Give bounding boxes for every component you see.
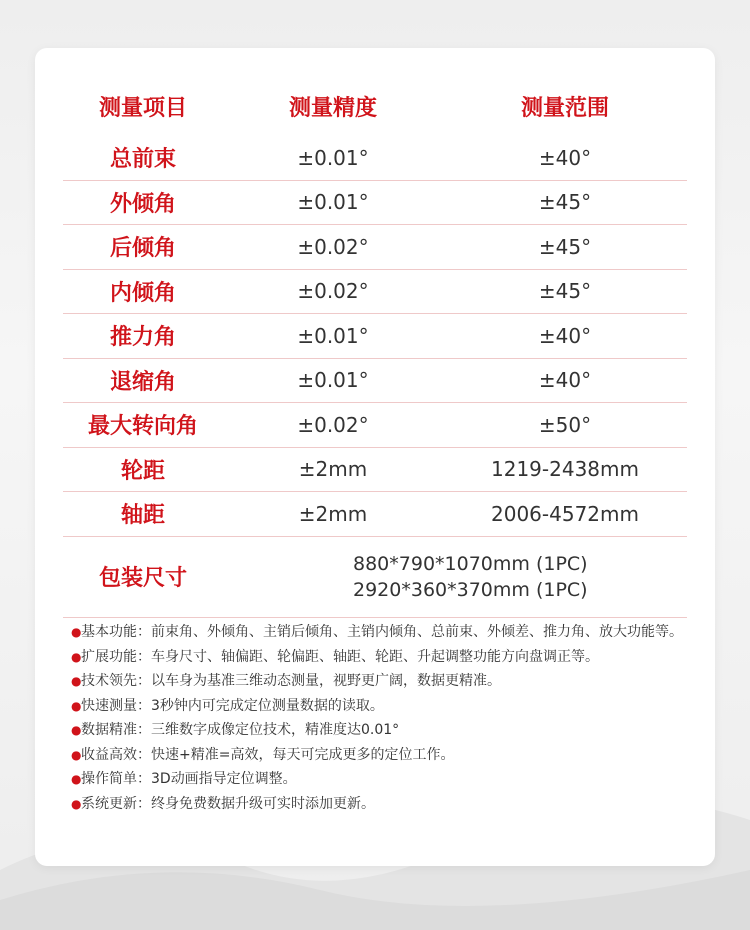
bullet-icon: ● — [71, 723, 82, 737]
row-accuracy: ±2mm — [298, 457, 368, 482]
feature-label: 系统更新： — [81, 795, 151, 812]
packaging-row — [63, 537, 687, 618]
feature-label: 技术领先： — [81, 673, 151, 689]
row-range: ±40° — [538, 368, 592, 393]
row-item: 轴距 — [120, 503, 165, 529]
packaging-value: 880*790*1070mm (1PC) — [353, 552, 588, 575]
bullet-icon: ● — [71, 625, 82, 639]
table-row — [63, 492, 687, 537]
packaging-values — [223, 551, 687, 603]
feature-text: 三维数字成像定位技术，精准度达0.01° — [151, 722, 400, 738]
spec-card — [35, 48, 715, 866]
table-row — [63, 314, 687, 359]
table-row — [63, 403, 687, 448]
bullet-icon: ● — [71, 796, 82, 811]
feature-text: 3秒钟内可完成定位测量数据的读取。 — [151, 697, 384, 714]
row-range: ±50° — [538, 412, 592, 437]
row-item: 轮距 — [120, 458, 165, 484]
header-range: 测量范围 — [520, 95, 609, 121]
feature-text: 前束角、外倾角、主销后倾角、主销内倾角、总前束、外倾差、推力角、放大功能等。 — [151, 624, 683, 640]
table-row — [63, 136, 687, 181]
list-item — [71, 718, 711, 743]
row-accuracy: ±0.02° — [297, 234, 369, 259]
packaging-value: 2920*360*370mm (1PC) — [353, 578, 588, 601]
row-range: ±45° — [538, 279, 592, 304]
row-item: 推力角 — [109, 325, 176, 351]
table-row — [63, 225, 687, 270]
spec-table — [63, 76, 687, 618]
row-item: 总前束 — [109, 147, 176, 173]
row-range: ±45° — [538, 234, 592, 259]
header-item: 测量项目 — [98, 95, 187, 121]
table-row — [63, 359, 687, 404]
list-item — [71, 620, 711, 645]
row-accuracy: ±0.01° — [297, 190, 369, 215]
feature-text: 快速+精准=高效，每天可完成更多的定位工作。 — [151, 746, 455, 763]
row-accuracy: ±0.01° — [297, 145, 369, 170]
row-item: 外倾角 — [109, 191, 176, 217]
row-accuracy: ±0.01° — [297, 323, 369, 348]
row-item: 后倾角 — [109, 236, 176, 262]
row-item: 内倾角 — [109, 280, 176, 306]
feature-label: 扩展功能： — [81, 648, 151, 665]
list-item — [71, 743, 711, 768]
bullet-icon: ● — [71, 649, 82, 664]
list-item — [71, 767, 711, 792]
feature-label: 操作简单： — [81, 771, 151, 787]
table-row — [63, 448, 687, 493]
list-item — [71, 645, 711, 670]
list-item — [71, 694, 711, 719]
bullet-icon: ● — [71, 698, 82, 713]
feature-label: 数据精准： — [81, 722, 151, 738]
row-range: ±40° — [538, 323, 592, 348]
row-range: ±45° — [538, 190, 592, 215]
row-item: 最大转向角 — [87, 414, 198, 440]
row-range: ±40° — [538, 145, 592, 170]
bullet-icon: ● — [71, 674, 82, 688]
list-item — [71, 669, 711, 694]
feature-text: 车身尺寸、轴偏距、轮偏距、轴距、轮距、升起调整功能方向盘调正等。 — [151, 648, 599, 665]
feature-label: 收益高效： — [81, 746, 151, 763]
bullet-icon: ● — [71, 747, 82, 762]
feature-label: 基本功能： — [81, 624, 151, 640]
row-accuracy: ±0.02° — [297, 279, 369, 304]
table-header — [63, 76, 687, 136]
header-accuracy: 测量精度 — [288, 95, 377, 121]
feature-list — [71, 620, 711, 816]
row-range: 1219-2438mm — [491, 457, 639, 482]
row-accuracy: ±0.01° — [297, 368, 369, 393]
row-accuracy: ±0.02° — [297, 412, 369, 437]
row-accuracy: ±2mm — [298, 501, 368, 526]
feature-text: 以车身为基准三维动态测量，视野更广阔，数据更精准。 — [151, 673, 501, 689]
feature-text: 终身免费数据升级可实时添加更新。 — [151, 795, 375, 812]
feature-text: 3D动画指导定位调整。 — [151, 771, 297, 787]
bullet-icon: ● — [71, 772, 82, 786]
table-row — [63, 181, 687, 226]
row-item: 退缩角 — [109, 369, 176, 395]
feature-label: 快速测量： — [81, 697, 151, 714]
row-range: 2006-4572mm — [491, 501, 639, 526]
packaging-label: 包装尺寸 — [98, 566, 187, 591]
list-item — [71, 792, 711, 817]
table-row — [63, 270, 687, 315]
